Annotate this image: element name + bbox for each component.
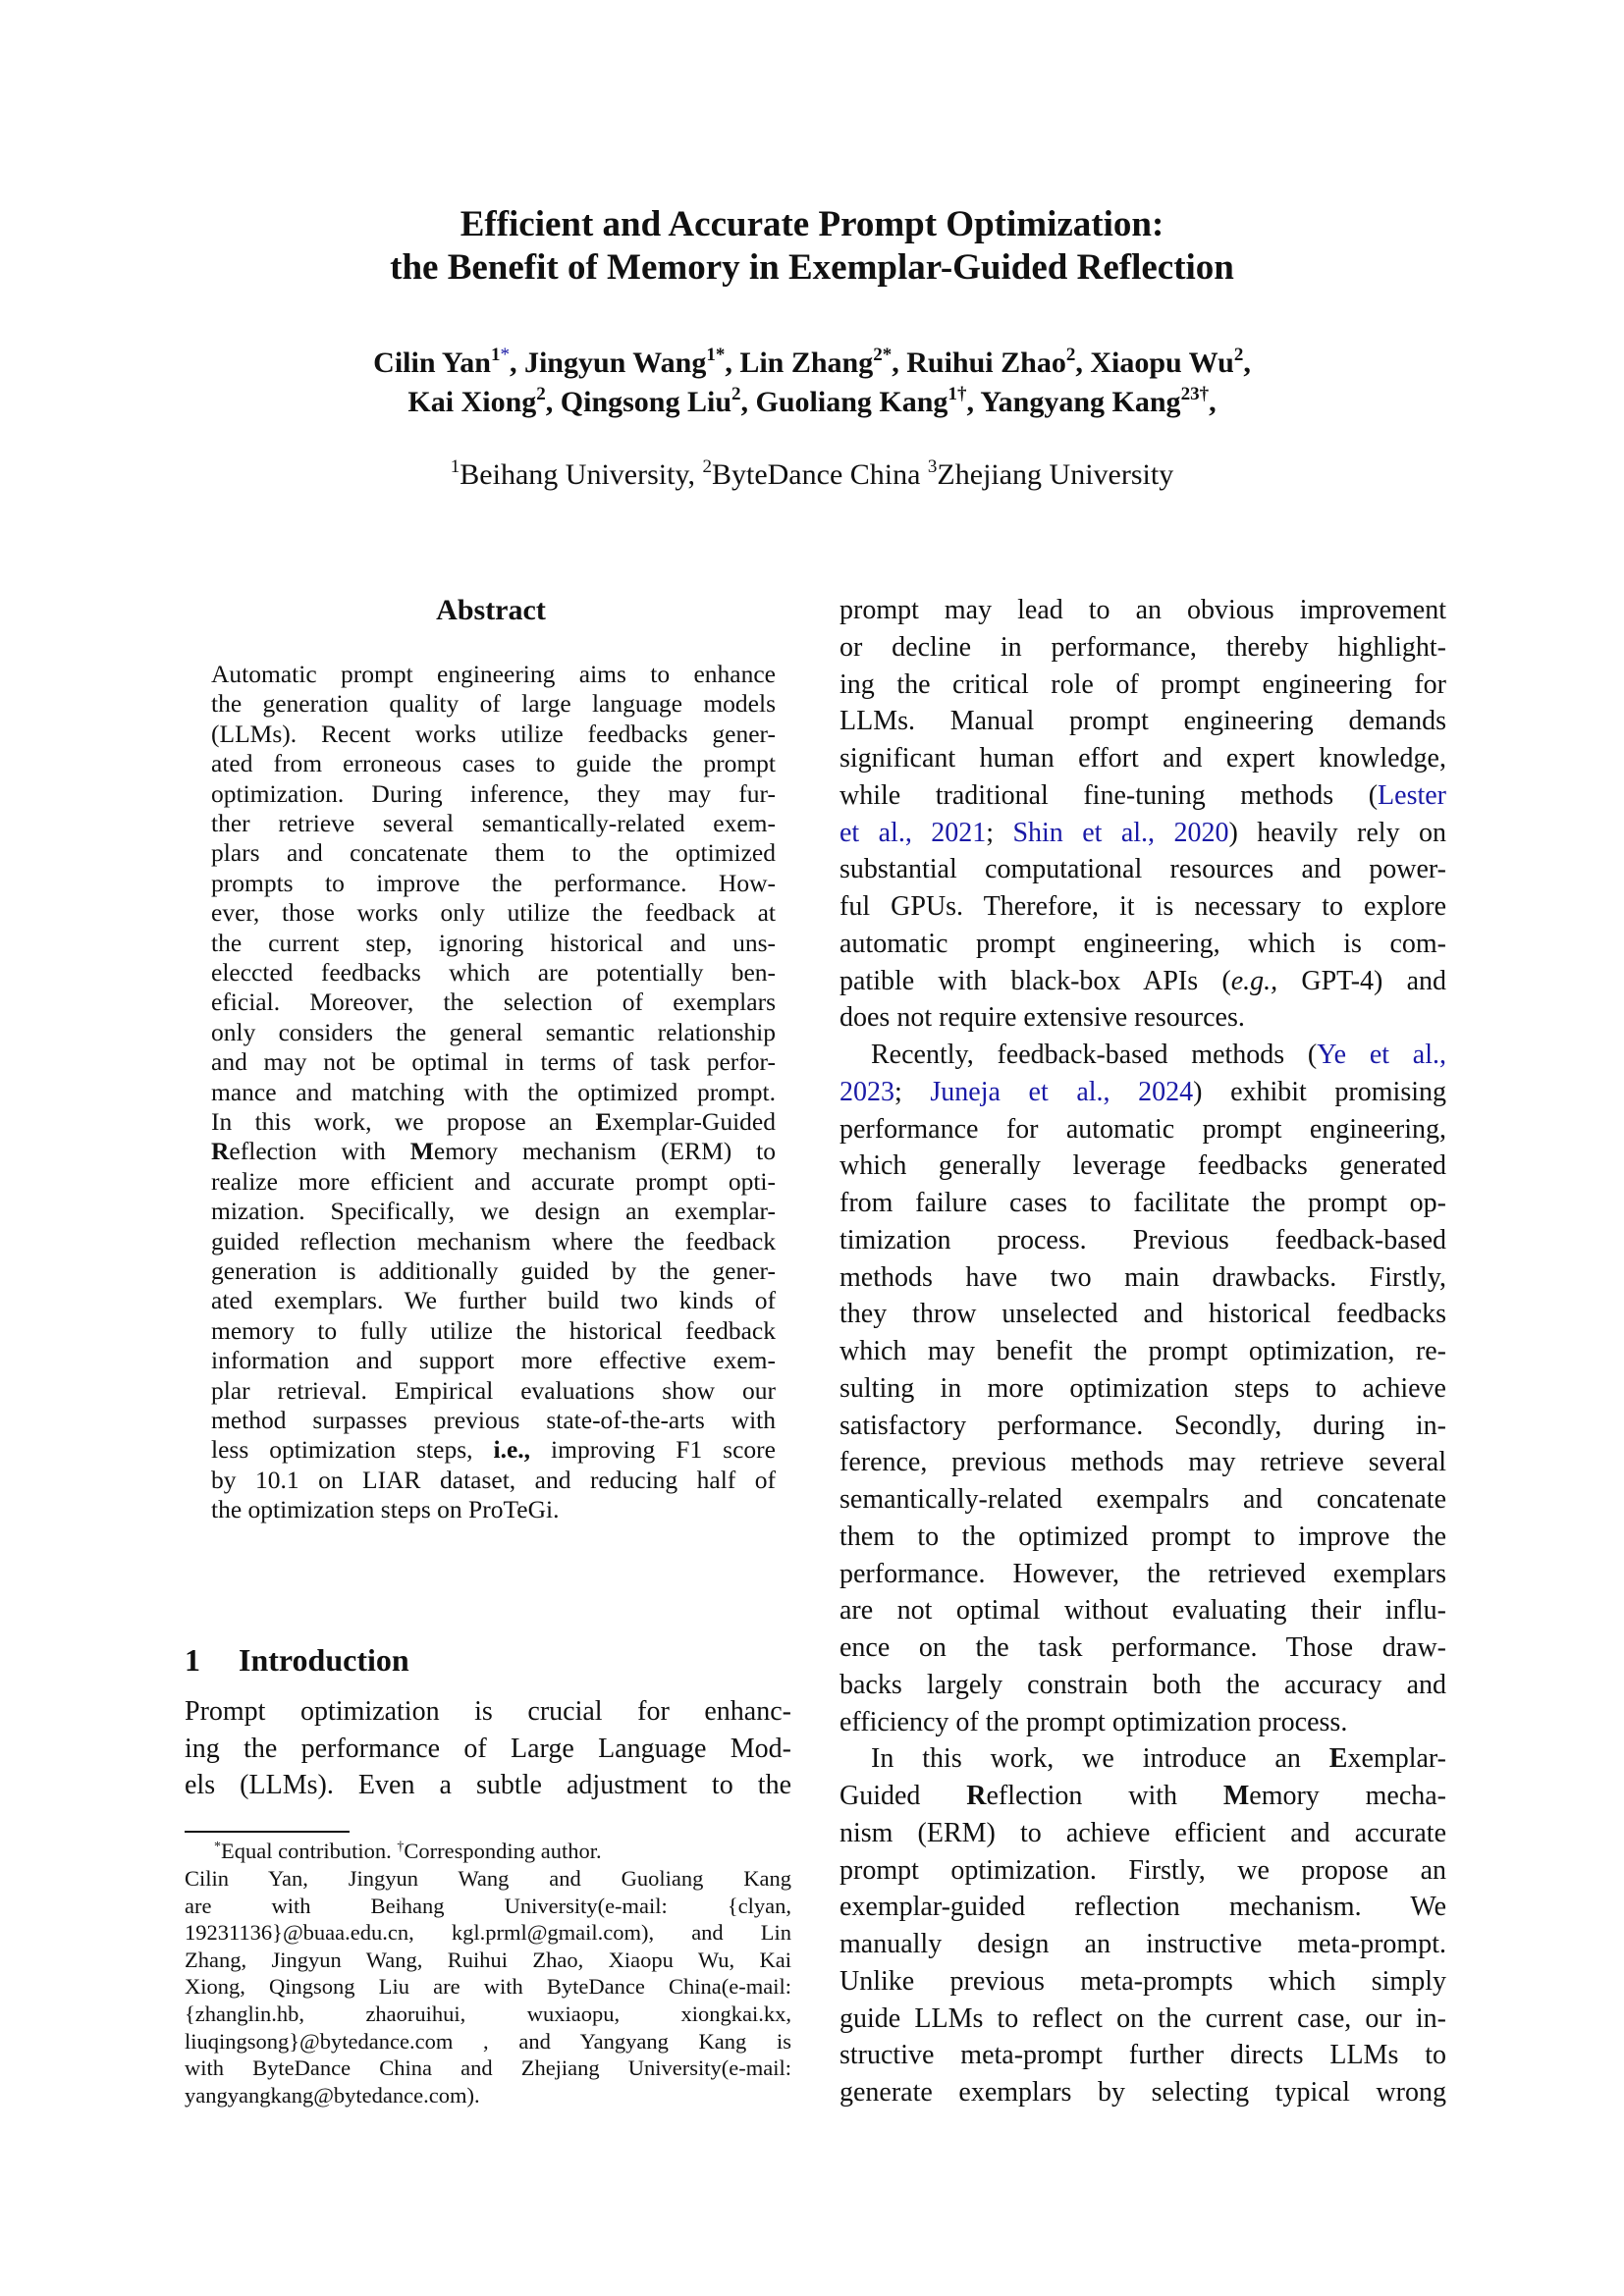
author-name: Jingyun Wang <box>523 347 707 379</box>
citation-link[interactable]: et al., 2021 <box>839 817 987 848</box>
bold-initial: M <box>409 1137 434 1166</box>
abstract-line: ever, those works only utilize the feedback at <box>211 898 776 928</box>
author-affiliation-marker: 1 <box>947 384 957 404</box>
intro-line: prompt optimization. Firstly, we propose an <box>839 1854 1446 1886</box>
abstract-line: Reflection with Memory mechanism (ERM) to <box>211 1137 776 1166</box>
abstract-line: In this work, we propose an Exemplar-Guided <box>211 1107 776 1136</box>
footnote-line: liuqingsong}@bytedance.com , and Yangyang Kang is <box>185 2028 791 2054</box>
author-affiliation-marker: 2 <box>731 384 741 404</box>
abstract-line: ated exemplars. We further build two kinds of <box>211 1286 776 1315</box>
intro-line: Unlike previous meta-prompts which simply <box>839 1965 1446 1997</box>
intro-line: generate exemplars by selecting typical wrong <box>839 2077 1446 2108</box>
abstract-line: less optimization steps, i.e., improving F1 score <box>211 1435 776 1465</box>
abstract-line: mance and matching with the optimized prompt. <box>211 1077 776 1106</box>
intro-line: ing the performance of Large Language Mod- <box>185 1733 791 1764</box>
intro-line: Guided Reflection with Memory mecha- <box>839 1781 1446 1811</box>
abstract-line: guided reflection mechanism where the feedback <box>211 1226 776 1255</box>
intro-line: or decline in performance, thereby highlight- <box>839 631 1446 663</box>
intro-line: exemplar-guided reflection mechanism. We <box>839 1892 1446 1923</box>
footnote-line: are with Beihang University(e-mail: {clyan, <box>185 1893 791 1918</box>
affiliations <box>0 455 1624 495</box>
footnote-line: Zhang, Jingyun Wang, Ruihui Zhao, Xiaopu Wu, Kai <box>185 1947 791 1972</box>
abstract-line: mization. Specifically, we design an exemplar- <box>211 1197 776 1226</box>
intro-line: are not optimal without evaluating their influ- <box>839 1595 1446 1627</box>
italic-text: e.g., <box>1230 965 1278 996</box>
equal-contribution-marker: * <box>715 345 726 365</box>
author-list-line-2: Kai Xiong$^2$, Qingsong Liu$^2$, Guoliang Kang$^{1\dagger}$, Yangyang Kang$^{23\dagger}$, <box>407 384 1217 418</box>
abstract-line: the current step, ignoring historical and uns- <box>211 928 776 957</box>
intro-line: backs largely constrain both the accuracy and <box>839 1669 1446 1700</box>
bold-initial: M <box>1222 1781 1250 1811</box>
intro-line: manually design an instructive meta-prompt. <box>839 1929 1446 1959</box>
intro-line: does not require extensive resources. <box>839 1002 1245 1034</box>
abstract-line: memory to fully utilize the historical feedback <box>211 1315 776 1345</box>
citation-link[interactable]: 2023 <box>839 1076 894 1107</box>
intro-line: Recently, feedback-based methods (Ye et al., <box>871 1040 1446 1070</box>
intro-line: methods have two main drawbacks. Firstly, <box>839 1261 1446 1293</box>
intro-line: timization process. Previous feedback-based <box>839 1224 1446 1255</box>
paper-title-line-2: the Benefit of Memory in Exemplar-Guided Reflection <box>390 247 1234 288</box>
footnote-line: Xiong, Qingsong Liu are with ByteDance China(e-mail: <box>185 1974 791 2000</box>
intro-line: Prompt optimization is crucial for enhanc- <box>185 1696 791 1727</box>
corresponding-author-marker: † <box>1199 384 1210 404</box>
affiliation-name: Beihang University, <box>460 458 695 491</box>
author-name: Xiaopu Wu <box>1090 347 1234 379</box>
bold-initial: E <box>595 1107 613 1136</box>
intro-line: et al., 2021; Shin et al., 2020) heavily rely on <box>839 817 1446 848</box>
intro-line: which may benefit the prompt optimization, re- <box>839 1336 1446 1366</box>
footnote-line: with ByteDance China and Zhejiang University(e-mail: <box>185 2056 791 2081</box>
intro-line: ful GPUs. Therefore, it is necessary to explore <box>839 891 1446 922</box>
author-affiliation-marker: 23 <box>1180 384 1200 404</box>
affiliation-name: ByteDance China <box>711 458 921 491</box>
intro-line: efficiency of the prompt optimization process. <box>839 1706 1348 1737</box>
abstract-line: prompts to improve the performance. How- <box>211 868 776 897</box>
author-name: Cilin Yan <box>373 347 491 379</box>
bold-initial: R <box>966 1781 987 1811</box>
citation-link[interactable]: Shin et al., 2020 <box>1012 817 1229 848</box>
equal-contribution-marker: * <box>214 1840 221 1854</box>
abstract-line: optimization. During inference, they may fur- <box>211 778 776 808</box>
footnote-rule <box>185 1831 350 1833</box>
footnote-markers-line: *Equal contribution. †Corresponding author. <box>214 1839 602 1863</box>
intro-line: ing the critical role of prompt engineering for <box>839 668 1446 700</box>
intro-line: performance. However, the retrieved exemplars <box>839 1558 1446 1589</box>
intro-line: LLMs. Manual prompt engineering demands <box>839 706 1446 737</box>
abstract-line: ther retrieve several semantically-related exem- <box>211 809 776 837</box>
intro-line: semantically-related exempalrs and concatenate <box>839 1484 1446 1515</box>
author-name: Ruihui Zhao <box>906 347 1066 379</box>
abstract-line: the optimization steps on ProTeGi. <box>211 1495 560 1524</box>
section-title: Introduction <box>239 1642 409 1678</box>
intro-line: significant human effort and expert knowledge, <box>839 743 1446 774</box>
abstract-line: and may not be optimal in terms of task perfor- <box>211 1047 776 1077</box>
author-name: Qingsong Liu <box>560 386 732 418</box>
intro-line: guide LLMs to reflect on the current case, our in- <box>839 2002 1446 2034</box>
intro-line: substantial computational resources and power- <box>839 854 1446 885</box>
author-affiliation-marker: 2 <box>873 345 883 365</box>
author-affiliation-marker: 2 <box>536 384 546 404</box>
abstract-line: plar retrieval. Empirical evaluations show our <box>211 1375 776 1405</box>
footnote-line: {zhanglin.hb, zhaoruihui, wuxiaopu, xiongkai.kx, <box>185 2002 791 2026</box>
equal-contribution-marker[interactable]: * <box>500 345 510 365</box>
intro-line: them to the optimized prompt to improve the <box>839 1521 1446 1552</box>
author-affiliation-marker: 2 <box>1065 345 1076 365</box>
intro-line: satisfactory performance. Secondly, during in- <box>839 1410 1446 1441</box>
corresponding-author-marker: † <box>956 384 967 404</box>
author-list-line-1: Cilin Yan$^{1*}$, Jingyun Wang$^{1*}$, Lin Zhang$^{2*}$, Ruihui Zhao$^2$, Xiaopu Wu$^2$, <box>373 345 1251 379</box>
abstract-line: the generation quality of large language models <box>211 689 776 719</box>
intro-line: which generally leverage feedbacks generated <box>839 1150 1446 1182</box>
abstract-line: ated from erroneous cases to guide the prompt <box>211 749 776 778</box>
author-affiliation-marker: 2 <box>1233 345 1244 365</box>
abstract-line: plars and concatenate them to the optimized <box>211 838 776 868</box>
intro-line: prompt may lead to an obvious improvement <box>839 595 1446 625</box>
intro-line: In this work, we introduce an Exemplar- <box>871 1743 1446 1775</box>
intro-line: while traditional fine-tuning methods (Lester <box>839 779 1446 811</box>
abstract-line: (LLMs). Recent works utilize feedbacks gener- <box>211 719 776 748</box>
intro-line: ference, previous methods may retrieve several <box>839 1447 1446 1478</box>
corresponding-author-marker: † <box>397 1840 405 1854</box>
intro-line: from failure cases to facilitate the prompt op- <box>839 1188 1446 1218</box>
intro-line: nism (ERM) to achieve efficient and accurate <box>839 1817 1446 1848</box>
affiliation-number: 1 <box>450 456 460 477</box>
abstract-line: Automatic prompt engineering aims to enhance <box>211 660 776 688</box>
bold-initial: R <box>211 1137 230 1166</box>
author-name: Yangyang Kang <box>980 386 1181 418</box>
author-name: Guoliang Kang <box>755 386 948 418</box>
footnote-line: yangyangkang@bytedance.com). <box>185 2082 480 2108</box>
bold-initial: i.e., <box>493 1435 531 1465</box>
abstract-heading: Abstract <box>436 594 546 626</box>
paper-title-line-1: Efficient and Accurate Prompt Optimization: <box>460 204 1164 244</box>
abstract-line: by 10.1 on LIAR dataset, and reducing half of <box>211 1465 776 1494</box>
intro-line: structive meta-prompt further directs LLMs to <box>839 2040 1446 2071</box>
section-number: 1 <box>185 1642 200 1678</box>
intro-line: ence on the task performance. Those draw- <box>839 1632 1446 1663</box>
footnote-line: 19231136}@buaa.edu.cn, kgl.prml@gmail.com), and Lin <box>185 1920 791 1946</box>
intro-line: patible with black-box APIs (e.g., GPT-4) and <box>839 965 1447 996</box>
author-affiliation-marker: 1 <box>490 345 501 365</box>
citation-link[interactable]: Juneja et al., 2024 <box>930 1076 1194 1107</box>
section-heading-introduction <box>185 1641 409 1679</box>
equal-contribution-marker: * <box>882 345 893 365</box>
abstract-line: method surpasses previous state-of-the-arts with <box>211 1406 776 1434</box>
abstract-line: realize more efficient and accurate prompt opti- <box>211 1166 776 1196</box>
abstract-line: information and support more effective exem- <box>211 1346 776 1375</box>
bold-initial: E <box>1328 1743 1348 1775</box>
author-name: Lin Zhang <box>739 347 874 379</box>
intro-line: sulting in more optimization steps to achieve <box>839 1372 1446 1404</box>
author-affiliation-marker: 1 <box>706 345 716 365</box>
intro-line: els (LLMs). Even a subtle adjustment to the <box>185 1770 791 1801</box>
abstract-line: eficial. Moreover, the selection of exemplars <box>211 988 776 1017</box>
intro-line: automatic prompt engineering, which is com- <box>839 928 1446 959</box>
intro-line: 2023; Juneja et al., 2024) exhibit promising <box>839 1076 1446 1107</box>
abstract-line: eleccted feedbacks which are potentially ben- <box>211 958 776 987</box>
affiliation-number: 3 <box>927 456 938 477</box>
affiliation-name: Zhejiang University <box>937 458 1174 491</box>
footnote-line: Cilin Yan, Jingyun Wang and Guoliang Kang <box>185 1866 791 1891</box>
intro-line: they throw unselected and historical feedbacks <box>839 1299 1446 1330</box>
citation-link[interactable]: Lester <box>1378 779 1446 811</box>
intro-line: performance for automatic prompt engineering, <box>839 1113 1446 1145</box>
abstract-line: generation is additionally guided by the gener- <box>211 1256 776 1285</box>
abstract-line: only considers the general semantic relationship <box>211 1017 776 1046</box>
author-name: Kai Xiong <box>407 386 537 418</box>
citation-link[interactable]: Ye et al., <box>1317 1040 1446 1070</box>
affiliation-number: 2 <box>702 456 712 477</box>
